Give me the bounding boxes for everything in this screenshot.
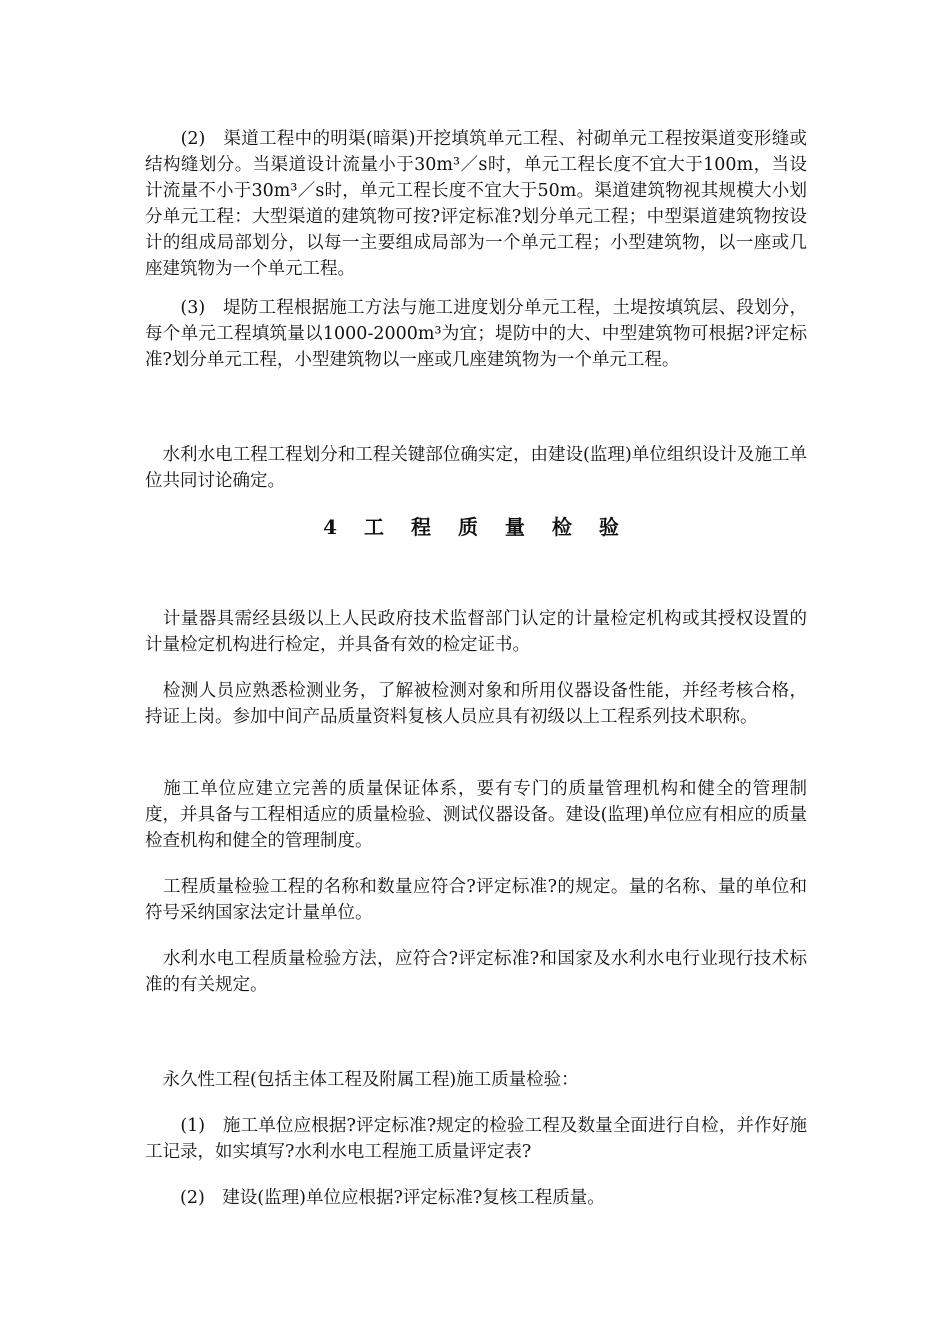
paragraph-inspection-methods: 水利水电工程质量检验方法，应符合?评定标准?和国家及水利水电行业现行技术标准的有关规定。: [145, 949, 807, 995]
paragraph-self-inspection: (1) 施工单位应根据?评定标准?规定的检验工程及数量全面进行自检，并作好施工记录，如实填写?水利水电工程施工质量评定表?: [145, 1116, 807, 1162]
paragraph-permanent-works: 永久性工程(包括主体工程及附属工程)施工质量检验：: [145, 1070, 579, 1090]
paragraph-canal-units: (2) 渠道工程中的明渠(暗渠)开挖填筑单元工程、衬砌单元工程按渠道变形缝或结构缝划分。当渠道设计流量小于30m³／s时，单元工程长度不宜大于100m，当设计流量不小于30m³／s时，单元工程长度不宜大于50m。渠道建筑物视其规模大小划分单元工程：大型渠道的建筑物可按?评定标准?划分单元工程；中型渠道建筑物按设计的组成局部划分，以每一主要组成局部为一个单元工程；小型建筑物，以一座或几座建筑物为一个单元工程。: [145, 129, 807, 279]
paragraph-embankment-units: (3) 堤防工程根据施工方法与施工进度划分单元工程，土堤按填筑层、段划分，每个单元工程填筑量以1000-2000m³为宜；堤防中的大、中型建筑物可根据?评定标准?划分单元工程，小型建筑物以一座或几座建筑物为一个单元工程。: [145, 298, 807, 370]
paragraph-supervision-review: (2) 建设(监理)单位应根据?评定标准?复核工程质量。: [145, 1188, 605, 1208]
paragraph-measuring-instruments: 计量器具需经县级以上人民政府技术监督部门认定的计量检定机构或其授权设置的计量检定机构进行检定，并具备有效的检定证书。: [145, 609, 807, 655]
section-heading: 4 工 程 质 量 检 验: [323, 515, 629, 539]
paragraph-quality-system: 施工单位应建立完善的质量保证体系，要有专门的质量管理机构和健全的管理制度，并具备与工程相适应的质量检验、测试仪器设备。建设(监理)单位应有相应的质量检查机构和健全的管理制度。: [145, 779, 807, 851]
paragraph-project-division: 水利水电工程工程划分和工程关键部位确实定，由建设(监理)单位组织设计及施工单位共同讨论确定。: [145, 445, 807, 491]
paragraph-inspection-items: 工程质量检验工程的名称和数量应符合?评定标准?的规定。量的名称、量的单位和符号采纳国家法定计量单位。: [145, 877, 807, 923]
paragraph-inspection-personnel: 检测人员应熟悉检测业务，了解被检测对象和所用仪器设备性能，并经考核合格，持证上岗。参加中间产品质量资料复核人员应具有初级以上工程系列技术职称。: [145, 681, 807, 727]
